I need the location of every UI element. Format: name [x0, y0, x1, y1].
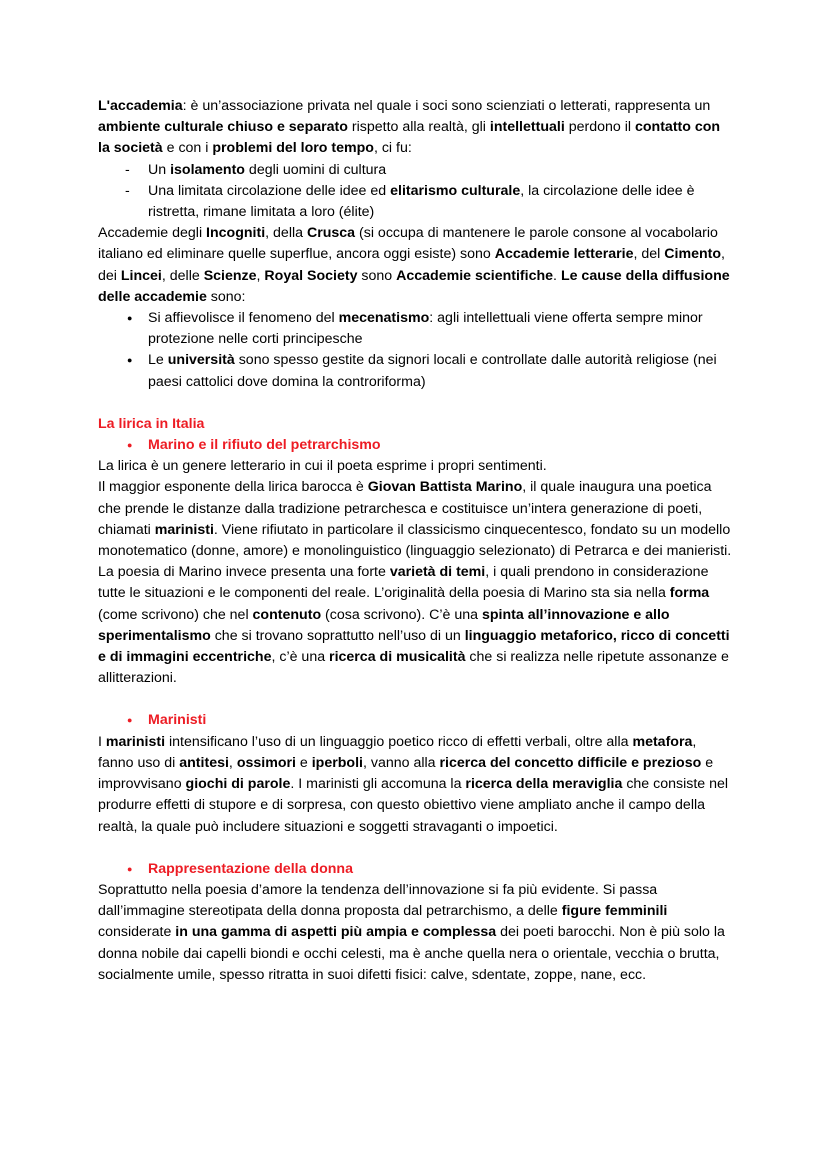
- marinisti-text-1: I: [98, 733, 106, 750]
- marinisti-text-4: ,: [228, 754, 237, 771]
- term-contatto-societa: contatto con la società: [98, 119, 721, 157]
- dash-item-0-bold: isolamento: [170, 161, 245, 178]
- marino-text-3: , il quale inaugura una poetica che prende le distanze dalla tradizione petrarchesca e costituisce un’intera generazione di poeti, chiamati: [98, 479, 712, 538]
- marino-text-9: , c’è una: [271, 649, 330, 666]
- list-item: [98, 181, 732, 223]
- marino-text-6: (come scrivono) che nel: [98, 606, 253, 623]
- term-marinisti-2: marinisti: [105, 733, 166, 750]
- marino-text-4: . Viene rifiutato in particolare il classicismo cinquecentesco, fondato su un modello monotematico (donne, amore) e monolinguistico (linguaggio selezionato) di Petrarca e dei manieristi. La poesia di Marino invece presenta una forte: [98, 521, 732, 581]
- subsection-heading-rappresentazione-donna: ● Rappresentazione della donna: [98, 859, 732, 880]
- marinisti-text-2: intensificano l’uso di un linguaggio poetico ricco di effetti verbali, oltre alla: [165, 733, 633, 750]
- marino-text-8: che si trovano soprattutto nell’uso di un: [210, 627, 465, 644]
- term-ricerca-meraviglia: ricerca della meraviglia: [465, 776, 623, 793]
- marino-text-1: La lirica è un genere letterario in cui il poeta esprime i propri sentimenti.: [98, 458, 547, 475]
- term-figure-femminili: figure femminili: [561, 903, 668, 920]
- term-varieta-di-temi: varietà di temi: [389, 564, 486, 581]
- term-forma: forma: [669, 585, 710, 602]
- dash-item-0-post: degli uomini di cultura: [244, 161, 387, 178]
- marino-text-10: che si realizza nelle ripetute assonanze e allitterazioni.: [98, 649, 729, 687]
- section-heading-lirica-in-italia: La lirica in Italia: [98, 415, 205, 432]
- term-giochi-di-parole: giochi di parole: [185, 776, 291, 793]
- term-linguaggio-metaforico: linguaggio metaforico, ricco di concetti e di immagini eccentriche: [98, 627, 730, 666]
- section-spacer: [98, 838, 732, 859]
- term-accademie-scientifiche: Accademie scientifiche: [396, 267, 554, 284]
- list-item: [98, 350, 732, 392]
- term-ambiente-culturale: ambiente culturale chiuso e separato: [98, 119, 348, 136]
- bullet-list-cause: [98, 308, 732, 393]
- accademie-text-2: , della: [265, 225, 307, 242]
- marinisti-text-3: , fanno uso di: [98, 733, 697, 771]
- term-lincei: Lincei: [120, 267, 162, 284]
- term-metafora: metafora: [632, 733, 693, 750]
- dash-list-conseguenze: [98, 160, 732, 224]
- subsection-heading-marino: ● Marino e il rifiuto del petrarchismo: [98, 435, 732, 456]
- accademia-text-5: , ci fu:: [373, 140, 412, 157]
- accademia-text-3: perdono il: [564, 119, 635, 136]
- marino-text-5: , i quali prendono in considerazione tutte le situazioni e le componenti del reale. L’originalità della poesia di Marino sta sia nella: [98, 564, 709, 602]
- term-royal-society: Royal Society: [264, 267, 358, 284]
- term-gamma-aspetti: in una gamma di aspetti più ampia e complessa: [175, 924, 497, 941]
- subsection-heading-marinisti: ● Marinisti: [98, 710, 732, 731]
- term-marinisti: marinisti: [154, 521, 214, 538]
- marino-text-2: Il maggior esponente della lirica barocca è: [98, 479, 368, 496]
- marinisti-text-7: e improvvisano: [98, 754, 714, 793]
- cause-item-0-bold: mecenatismo: [338, 310, 430, 327]
- accademie-text-4: , del: [633, 246, 665, 263]
- paragraph-marinisti: [98, 732, 732, 838]
- marino-text-7: (cosa scrivono). C’è una: [321, 606, 482, 623]
- accademie-text-1: Accademie degli: [98, 225, 207, 242]
- accademie-text-5: , dei: [98, 246, 725, 284]
- term-ricerca-concetto: ricerca del concetto difficile e prezioso: [439, 754, 702, 771]
- section-spacer: [98, 393, 732, 414]
- marinisti-text-9: che consiste nel produrre effetti di stupore e di sorpresa, con questo obiettivo viene ampliato anche il campo della realtà, la quale può includere situazioni e soggetti stravaganti o impoetici.: [98, 776, 729, 835]
- cause-item-1-pre: Le: [148, 352, 168, 369]
- marinisti-text-8: . I marinisti gli accomuna la: [290, 776, 466, 793]
- term-iperboli: iperboli: [311, 754, 363, 771]
- accademie-text-9: .: [553, 267, 561, 284]
- donna-text-1: Soprattutto nella poesia d’amore la tendenza dell’innovazione si fa più evidente. Si passa dall’immagine stereotipata della donna proposta dal petrarchismo, a delle: [98, 881, 658, 920]
- term-ricerca-musicalita: ricerca di musicalità: [329, 649, 466, 666]
- accademie-text-8: sono: [357, 267, 397, 284]
- dash-item-1-post: , la circolazione delle idee è ristretta, rimane limitata a loro (élite): [148, 182, 695, 221]
- dash-item-1-bold: elitarismo culturale: [390, 182, 521, 199]
- accademia-text-4: e con i: [162, 140, 213, 157]
- term-incogniti: Incogniti: [206, 225, 266, 242]
- term-antitesi: antitesi: [179, 754, 229, 771]
- term-cause-diffusione: Le cause della diffusione delle accademie: [98, 267, 730, 305]
- cause-item-1-post: sono spesso gestite da signori locali e controllate dalle autorità religiose (nei paesi cattolici dove domina la controriforma): [148, 352, 717, 390]
- term-accademia: L'accademia: [98, 98, 183, 114]
- document-body: [98, 96, 732, 986]
- list-item: [98, 308, 732, 350]
- paragraph-accademia-intro: [98, 96, 732, 160]
- dash-item-0-pre: Un: [148, 161, 171, 178]
- cause-item-1-bold: università: [167, 352, 235, 369]
- term-accademie-letterarie: Accademie letterarie: [494, 246, 634, 263]
- accademia-text-1: : è un’associazione privata nel quale i soci sono scienziati o letterati, rappresenta un: [182, 98, 711, 114]
- term-spinta-innovazione: spinta all’innovazione e allo sperimentalismo: [98, 606, 670, 644]
- paragraph-marino: [98, 456, 732, 689]
- cause-item-0-pre: Si affievolisce il fenomeno del: [148, 310, 339, 327]
- donna-text-2: considerate: [98, 924, 176, 941]
- term-scienze: Scienze: [203, 267, 257, 284]
- term-ossimori: ossimori: [236, 754, 296, 771]
- accademie-text-7: ,: [256, 267, 265, 284]
- term-giovan-battista-marino: Giovan Battista Marino: [367, 479, 523, 496]
- dash-item-1-pre: Una limitata circolazione delle idee ed: [148, 182, 391, 199]
- accademia-text-2: rispetto alla realtà, gli: [347, 119, 490, 136]
- donna-text-3: dei poeti barocchi. Non è più solo la donna nobile dai capelli biondi e occhi celesti, ma è anche quella nera o orientale, vecchia o brutta, socialmente umile, spesso ritratta in suoi difetti fisici: calve, sdentate, zoppe, nane, ecc.: [98, 924, 725, 983]
- term-intellettuali: intellettuali: [489, 119, 565, 136]
- term-cimento: Cimento: [664, 246, 722, 263]
- section-spacer: [98, 689, 732, 710]
- accademie-text-10: sono:: [206, 288, 246, 305]
- accademie-text-3: (si occupa di mantenere le parole consone al vocabolario italiano ed eliminare quelle superflue, ancora oggi esiste) sono: [98, 225, 718, 263]
- term-contenuto: contenuto: [252, 606, 322, 623]
- paragraph-accademie-elenco: [98, 223, 732, 308]
- marinisti-text-5: e: [295, 754, 312, 771]
- marinisti-text-6: , vanno alla: [362, 754, 440, 771]
- cause-item-0-post: : agli intellettuali viene offerta sempre minor protezione nelle corti principesche: [148, 310, 703, 348]
- term-problemi-tempo: problemi del loro tempo: [212, 140, 374, 157]
- list-item: [98, 160, 732, 181]
- paragraph-rappresentazione-donna: [98, 880, 732, 986]
- term-crusca: Crusca: [306, 225, 356, 242]
- accademie-text-6: , delle: [161, 267, 204, 284]
